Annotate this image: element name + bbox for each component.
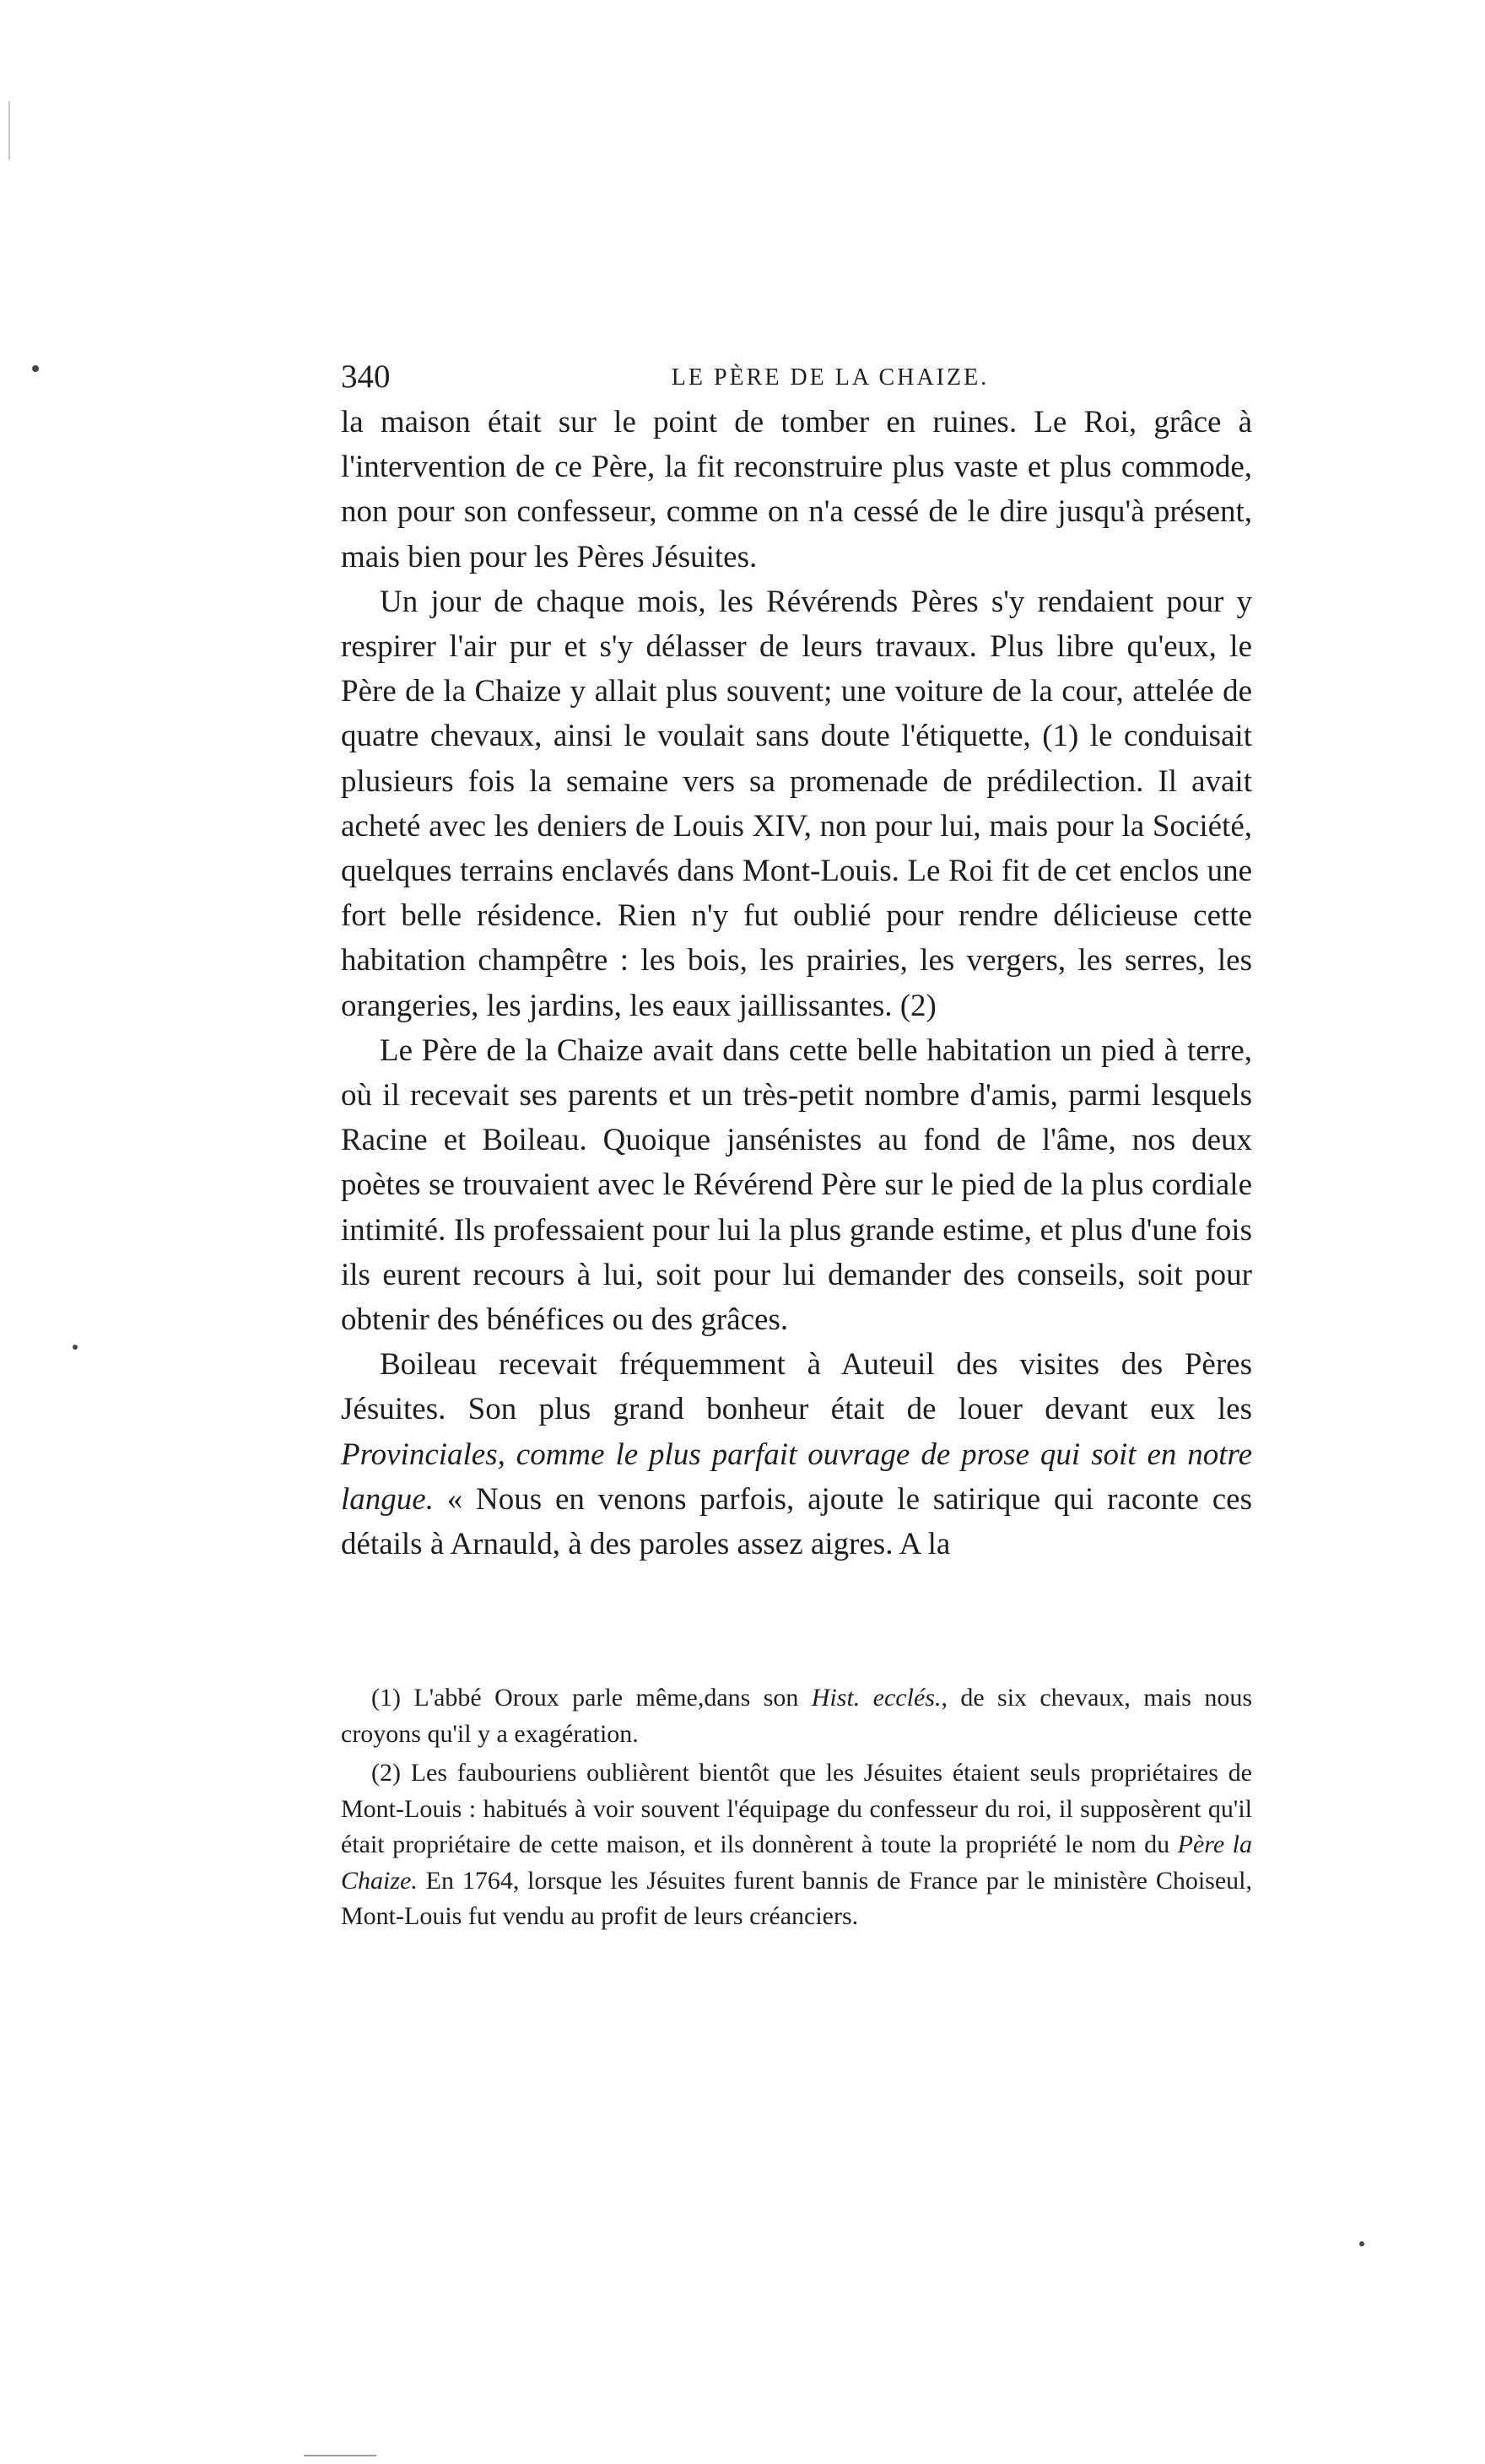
scan-speck [32,365,39,372]
bottom-scan-rule [304,2455,376,2456]
paragraph-1: la maison était sur le point de tomber en ruines. Le Roi, grâce à l'intervention de ce Père, la fit reconstruire plus vaste et plus commode, non pour son confesseur, comme on n'a cessé de le dire jusqu'à présent, mais bien pour les Pères Jésuites. [341,405,1252,574]
left-margin-mark [8,101,10,160]
footnote-2-italic: Père la Chaize. [341,1830,1252,1895]
footnote-1-end: , de six chevaux, mais nous croyons qu'il y a exagération. [341,1684,1252,1748]
footnote-1-italic: Hist. ecclés. [811,1684,942,1712]
paragraph-4-start: Boileau recevait fréquemment à Auteuil des visites des Pères Jésuites. Son plus grand bonheur était de louer devant eux les [341,1347,1252,1427]
paragraph-4-italic: Provinciales, comme le plus parfait ouvrage de prose qui soit en notre langue. [341,1437,1252,1517]
paragraph-2: Un jour de chaque mois, les Révérends Pères s'y rendaient pour y respirer l'air pur et s'y délasser de leurs travaux. Plus libre qu'eux, le Père de la Chaize y allait plus souvent; une voiture de la cour, attelée de quatre chevaux, ainsi le voulait sans doute l'étiquette, (1) le conduisait plusieurs fois la semaine vers sa promenade de prédilection. Il avait acheté avec les deniers de Louis XIV, non pour lui, mais pour la Société, quelques terrains enclavés dans Mont-Louis. Le Roi fit de cet enclos une fort belle résidence. Rien n'y fut oublié pour rendre délicieuse cette habitation champêtre : les bois, les prairies, les vergers, les serres, les orangeries, les jardins, les eaux jaillissantes. (2) [341,584,1252,1023]
footnote-2-end: En 1764, lorsque les Jésuites furent bannis de France par le ministère Choiseul, Mont-Louis fut vendu au profit de leurs créanciers. [341,1866,1252,1930]
paragraph-4-end: « Nous en venons parfois, ajoute le satirique qui raconte ces détails à Arnauld, à des paroles assez aigres. A la [341,1481,1252,1562]
page-number: 340 [341,359,391,395]
footnote-2-start: (2) Les faubouriens oublièrent bientôt que les Jésuites étaient seuls propriétaires de Mont-Louis : habitués à voir souvent l'équipage du confesseur du roi, il supposèrent qu'il était propriétaire de cette maison, et ils donnèrent à toute la propriété le nom du [341,1759,1252,1858]
page-header [341,358,1252,402]
footnote-1 [341,1680,1252,1752]
running-title: LE PÈRE DE LA CHAIZE. [671,364,990,391]
footnote-1-start: (1) L'abbé Oroux parle même,dans son [371,1684,812,1712]
footnote-2 [341,1755,1252,1935]
paragraph-3: Le Père de la Chaize avait dans cette belle habitation un pied à terre, où il recevait ses parents et un très-petit nombre d'amis, parmi lesquels Racine et Boileau. Quoique jansénistes au fond de l'âme, nos deux poètes se trouvaient avec le Révérend Père sur le pied de la plus cordiale intimité. Ils professaient pour lui la plus grande estime, et plus d'une fois ils eurent recours à lui, soit pour lui demander des conseils, soit pour obtenir des bénéfices ou des grâces. [341,1033,1252,1338]
footnotes [341,1680,1252,1938]
scan-speck [1359,2241,1364,2246]
scan-speck [73,1345,78,1350]
main-text [341,400,1252,1566]
paragraph-4 [341,1342,1252,1566]
